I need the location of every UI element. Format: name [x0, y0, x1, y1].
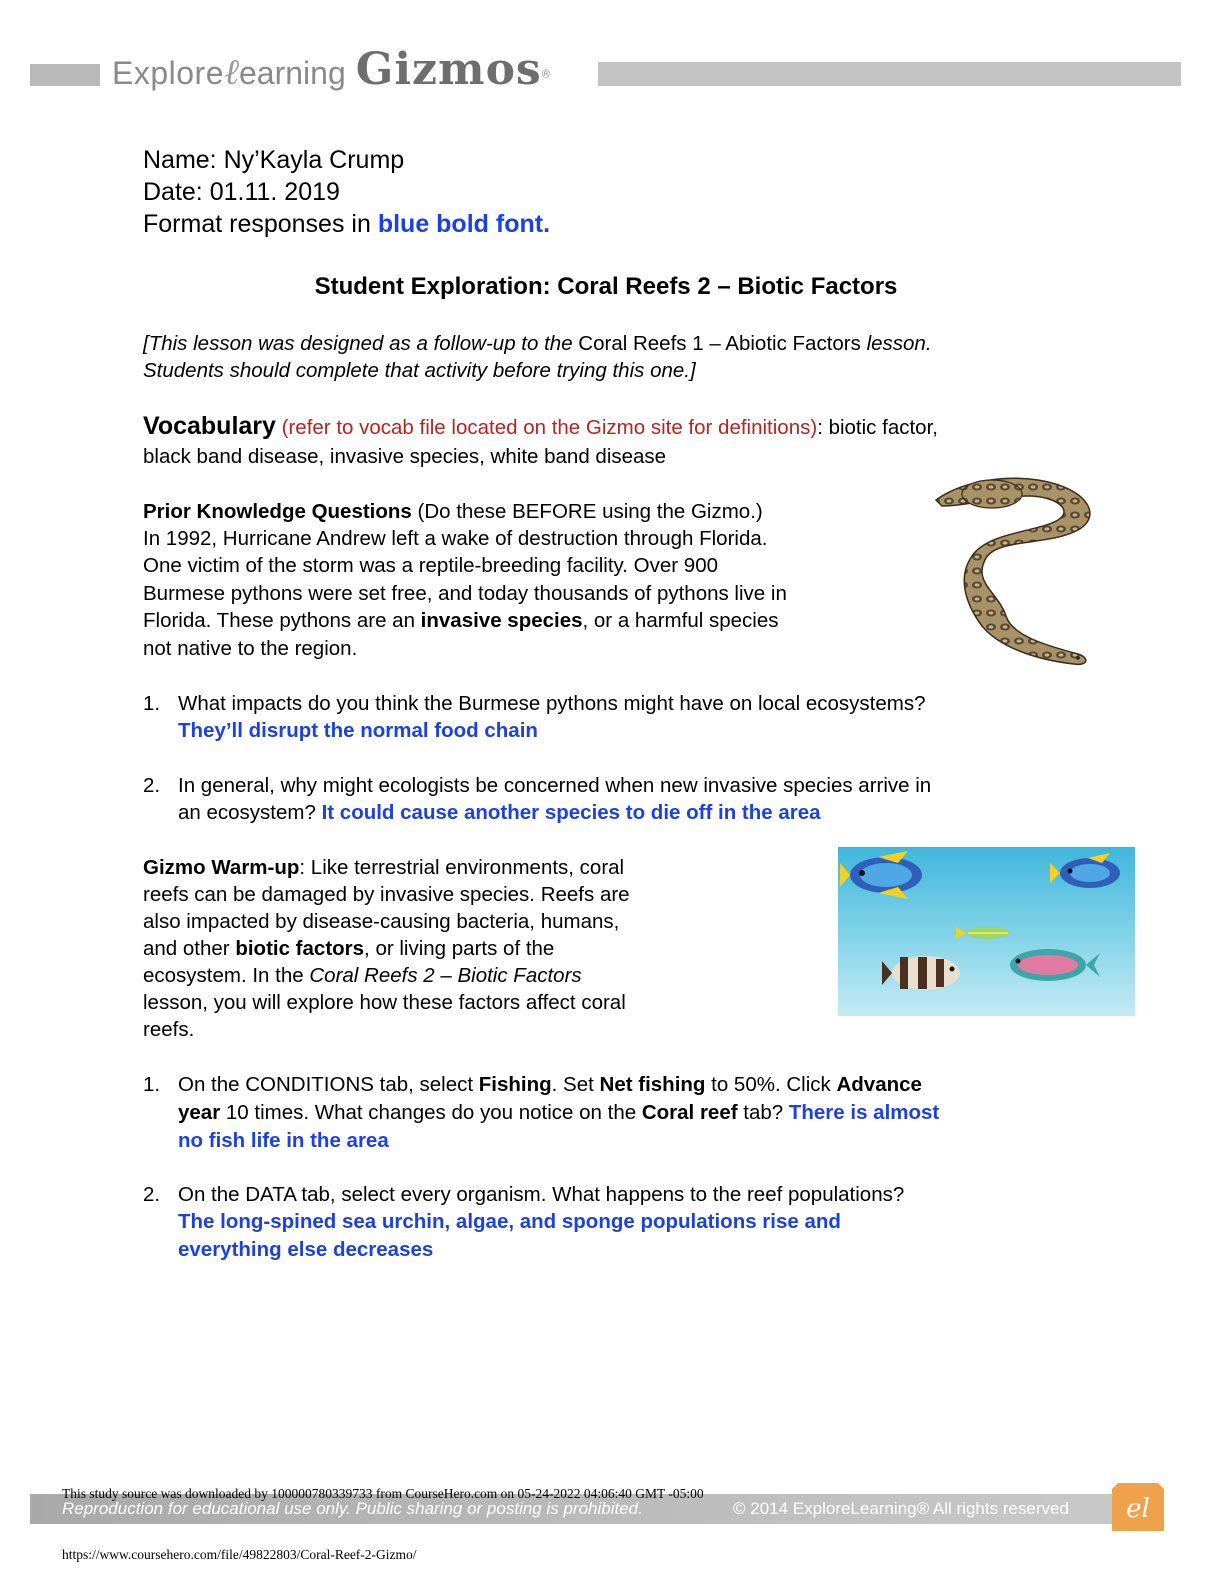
- warmup-question-2-text: On the DATA tab, select every organism. What happens to the reef populations?: [178, 1183, 905, 1206]
- warmup-line-2: reefs can be damaged by invasive species. Reefs are: [143, 883, 630, 906]
- format-highlight: blue bold font.: [377, 210, 551, 238]
- warmup-question-1-number: 1.: [143, 1073, 161, 1096]
- q1-c: . Set: [551, 1073, 600, 1096]
- warmup-line-3: also impacted by disease-causing bacteria, humans,: [143, 910, 620, 933]
- warmup-l4-c: , or living parts of the: [364, 937, 555, 960]
- q1-year: year: [178, 1101, 221, 1124]
- intro-text-a: [This lesson was designed as a follow-up to the: [143, 332, 579, 355]
- vocabulary-terms-2: black band disease, invasive species, white band disease: [143, 445, 667, 468]
- pk-question-2-number: 2.: [143, 774, 161, 797]
- q1-j: tab?: [737, 1101, 789, 1124]
- burmese-python-image: [928, 466, 1098, 671]
- warmup-question-1-answer-2: no fish life in the area: [178, 1129, 389, 1152]
- warmup-line-6: lesson, you will explore how these factors affect coral: [143, 991, 626, 1014]
- pk-question-2-answer: It could cause another species to die off in the area: [321, 801, 821, 824]
- warmup-line-4: [143, 935, 554, 962]
- page-title: Student Exploration: Coral Reefs 2 – Biotic Factors: [314, 273, 898, 300]
- reef-fish-image: [838, 847, 1135, 1016]
- vocabulary-line-1: [143, 413, 938, 441]
- logo-registered-mark: ®: [541, 68, 550, 81]
- student-date: Date: 01.11. 2019: [143, 178, 340, 206]
- logo-l-swirl-icon: ℓ: [224, 52, 239, 93]
- warmup-question-2-answer-2: everything else decreases: [178, 1238, 434, 1261]
- pk-question-1-number: 1.: [143, 692, 161, 715]
- warmup-question-1-line-2: [178, 1099, 939, 1126]
- vocabulary-terms-1: : biotic factor,: [817, 416, 938, 439]
- q1-advance: Advance: [836, 1073, 922, 1096]
- pk-line4-c: , or a harmful species: [582, 609, 779, 632]
- pk-question-2-line-2: [178, 799, 821, 826]
- warmup-line-1: [143, 854, 624, 881]
- footer-source-note: This study source was downloaded by 100000780339733 from CourseHero.com on 05-24-2022 04:06:40 GMT -05:00: [62, 1486, 704, 1501]
- warmup-line-5: [143, 962, 582, 989]
- vocabulary-note: (refer to vocab file located on the Gizmo site for definitions): [281, 416, 818, 439]
- logo-explore-text: Explore: [112, 55, 224, 91]
- q1-a: On the CONDITIONS tab, select: [178, 1073, 479, 1096]
- svg-text:el: el: [1126, 1494, 1150, 1524]
- q1-h: 10 times. What changes do you notice on the: [220, 1101, 642, 1124]
- footer-url: https://www.coursehero.com/file/49822803/Coral-Reef-2-Gizmo/: [62, 1547, 417, 1562]
- pk-question-2-text: In general, why might ecologists be concerned when new invasive species arrive in: [178, 774, 932, 797]
- format-instruction: [143, 208, 550, 240]
- prior-knowledge-heading: [143, 498, 763, 525]
- q1-net-fishing: Net fishing: [599, 1073, 706, 1096]
- logo-learning-text: earning: [239, 55, 346, 91]
- footer-notice: Reproduction for educational use only. Public sharing or posting is prohibited.: [62, 1499, 643, 1518]
- warmup-lesson-name: Coral Reefs 2 – Biotic Factors: [309, 964, 582, 987]
- pk-invasive-species: invasive species: [420, 609, 583, 632]
- header-bar-right: [598, 62, 1181, 86]
- warmup-l4-a: and other: [143, 937, 236, 960]
- explorelearning-badge-icon: [1108, 1477, 1168, 1537]
- prior-knowledge-line-2: One victim of the storm was a reptile-breeding facility. Over 900: [143, 554, 718, 577]
- warmup-question-2-answer-1: The long-spined sea urchin, algae, and sponge populations rise and: [178, 1210, 841, 1233]
- q1-e: to 50%. Click: [705, 1073, 837, 1096]
- explorelearning-gizmos-logo: [112, 44, 550, 94]
- prior-knowledge-title: Prior Knowledge Questions: [143, 500, 412, 523]
- header-bar-left: [30, 64, 100, 86]
- warmup-question-1-line-1: [178, 1071, 922, 1098]
- pk-line4-a: Florida. These pythons are an: [143, 609, 421, 632]
- intro-lesson-name: Coral Reefs 1 – Abiotic Factors: [578, 332, 861, 355]
- format-prefix: Format responses in: [143, 210, 378, 238]
- prior-knowledge-line-1: In 1992, Hurricane Andrew left a wake of destruction through Florida.: [143, 527, 768, 550]
- warmup-l5-a: ecosystem. In the: [143, 964, 310, 987]
- warmup-heading: Gizmo Warm-up: [143, 856, 300, 879]
- warmup-biotic-factors: biotic factors: [235, 937, 365, 960]
- pk-question-1-text: What impacts do you think the Burmese pythons might have on local ecosystems?: [178, 692, 926, 715]
- footer-copyright: © 2014 ExploreLearning® All rights reserved: [733, 1499, 1069, 1518]
- prior-knowledge-line-3: Burmese pythons were set free, and today thousands of pythons live in: [143, 582, 787, 605]
- logo-gizmos-text: Gizmos: [355, 44, 542, 95]
- prior-knowledge-line-4: [143, 607, 779, 634]
- q1-answer-1: There is almost: [788, 1101, 940, 1124]
- pk-question-2-text-2: an ecosystem?: [178, 801, 322, 824]
- intro-text-c: lesson.: [860, 332, 932, 355]
- warmup-question-2-number: 2.: [143, 1183, 161, 1206]
- vocabulary-label: Vocabulary: [143, 412, 276, 440]
- prior-knowledge-line-5: not native to the region.: [143, 637, 358, 660]
- q1-coral-reef: Coral reef: [641, 1101, 738, 1124]
- warmup-line-7: reefs.: [143, 1018, 195, 1041]
- pk-question-1-answer: They’ll disrupt the normal food chain: [178, 719, 538, 742]
- warmup-l1: : Like terrestrial environments, coral: [299, 856, 625, 879]
- q1-fishing: Fishing: [478, 1073, 552, 1096]
- intro-line-1: [143, 330, 932, 357]
- prior-knowledge-note: (Do these BEFORE using the Gizmo.): [411, 500, 763, 523]
- student-name: Name: Ny’Kayla Crump: [143, 146, 405, 174]
- intro-line-2: Students should complete that activity before trying this one.]: [143, 359, 696, 382]
